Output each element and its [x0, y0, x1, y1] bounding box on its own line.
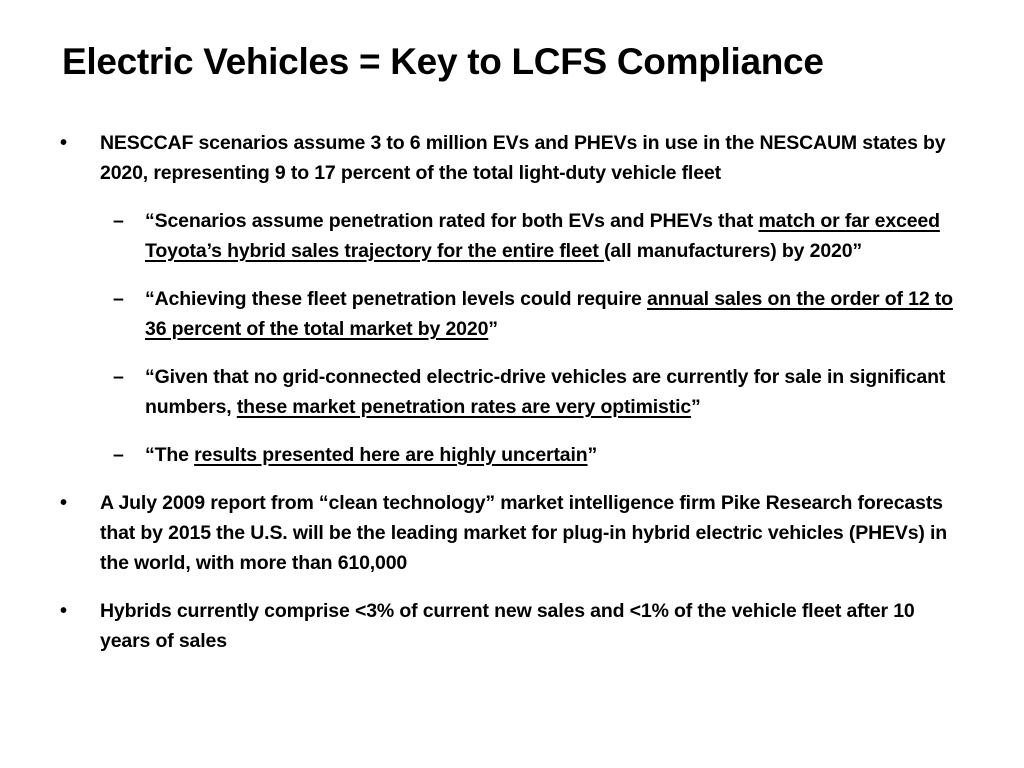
sub-bullet-marker: –	[113, 366, 124, 388]
bullet-marker: •	[60, 492, 67, 514]
bullet-nesccaf-scenarios	[0, 128, 962, 188]
bullet-text: A July 2009 report from “clean technology” market intelligence firm Pike Research forecasts that by 2015 the U.S. will be the leading market for plug-in hybrid electric vehicles (PHEVs) in the world, with more than 610,000	[100, 492, 948, 574]
underlined-text: match or far exceed Toyota’s hybrid sales trajectory for the entire fleet	[145, 210, 940, 262]
sub-bullet-achieving-quote	[0, 284, 955, 344]
sub-bullet-marker: –	[113, 210, 124, 232]
underlined-text: annual sales on the order of 12 to 36 percent of the total market by 2020	[145, 288, 953, 340]
underlined-text: results presented here are highly uncertain	[194, 444, 588, 466]
bullet-hybrids	[0, 596, 962, 656]
underlined-text: these market penetration rates are very optimistic	[236, 396, 692, 418]
slide-content	[0, 128, 1024, 674]
sub-bullet-text: “Given that no grid-connected electric-drive vehicles are currently for sale in significant numbers,	[145, 366, 946, 418]
sub-bullet-given-quote	[0, 362, 955, 422]
sub-bullet-text: “Achieving these fleet penetration levels could require	[145, 288, 647, 310]
slide-title: Electric Vehicles = Key to LCFS Compliance	[62, 41, 824, 82]
sub-bullet-text: “The	[145, 444, 195, 466]
sub-bullet-text: (all manufacturers) by 2020”	[603, 240, 863, 262]
sub-bullet-text: “Scenarios assume penetration rated for both EVs and PHEVs that	[145, 210, 759, 232]
sub-bullet-text: ”	[587, 444, 598, 466]
bullet-marker: •	[60, 600, 67, 622]
bullet-text: Hybrids currently comprise <3% of current new sales and <1% of the vehicle fleet after 10 years of sales	[100, 600, 915, 652]
bullet-text: NESCCAF scenarios assume 3 to 6 million EVs and PHEVs in use in the NESCAUM states by 2020, representing 9 to 17 percent of the total light-duty vehicle fleet	[100, 132, 946, 184]
bullet-pike-research	[0, 488, 962, 578]
sub-bullet-text: ”	[488, 318, 498, 340]
bullet-marker: •	[60, 132, 67, 154]
sub-bullet-results-quote	[0, 440, 955, 470]
sub-bullet-marker: –	[113, 288, 124, 310]
sub-bullet-scenarios-quote	[0, 206, 955, 266]
sub-bullet-text: ”	[691, 396, 701, 418]
sub-bullet-marker: –	[113, 444, 124, 466]
